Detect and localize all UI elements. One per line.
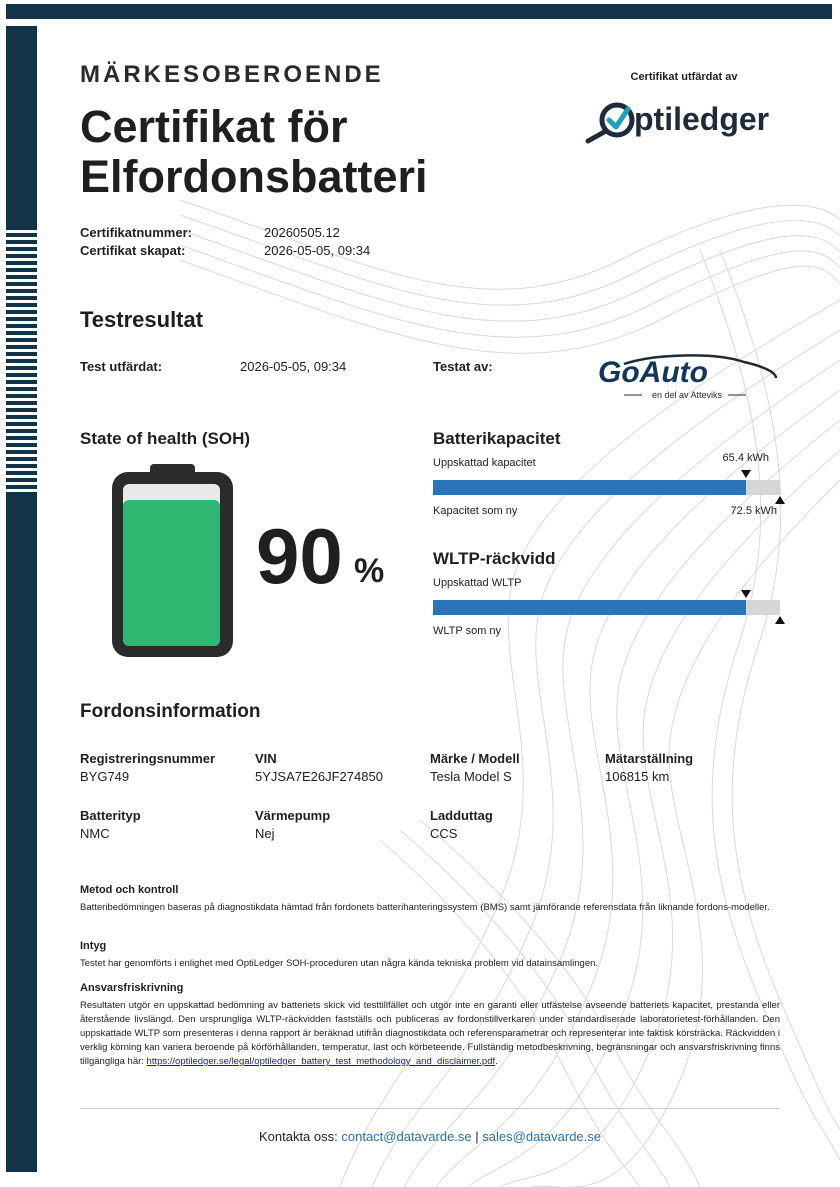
wltp-bar-fill [433, 600, 746, 615]
disclaimer-link[interactable]: https://optiledger.se/legal/optiledger_battery_test_methodology_and_disclaimer.pdf [146, 1056, 496, 1067]
method-heading: Metod och kontroll [80, 884, 179, 896]
capacity-estimated-value: 65.4 kWh [722, 452, 769, 464]
disclaimer-text [80, 999, 780, 1069]
soh-heading: State of health (SOH) [80, 429, 251, 448]
attestation-text: Testet har genomförts i enlighet med OptiLedger SOH-proceduren utan några kända tekniska problem vid datainsamlingen. [80, 958, 599, 969]
vehicle-field-value: Nej [255, 826, 275, 841]
vehicle-field-value: BYG749 [80, 769, 130, 784]
tested-by-label: Testat av: [433, 359, 493, 374]
contact-label: Kontakta oss: [258, 1129, 338, 1144]
capacity-new-marker [775, 496, 785, 504]
test-issued-label: Test utfärdat: [80, 359, 163, 374]
soh-value: 90 [256, 512, 343, 600]
capacity-bar-fill [433, 480, 746, 495]
page-title: Certifikat för Elfordonsbatteri [80, 101, 428, 202]
capacity-heading: Batterikapacitet [433, 429, 561, 448]
contact-separator: | [475, 1129, 479, 1144]
wltp-estimated-marker [741, 590, 751, 598]
vehicle-field-label: Mätarställning [605, 751, 694, 766]
wltp-heading: WLTP-räckvidd [433, 549, 556, 568]
capacity-estimated-marker [741, 470, 751, 478]
vehicle-field-value: CCS [430, 826, 458, 841]
disclaimer-end: . [495, 1056, 498, 1067]
vehicle-field-value: 5YJSA7E26JF274850 [255, 769, 383, 784]
wltp-estimated-label: Uppskattad WLTP [433, 577, 522, 589]
test-issued-value: 2026-05-05, 09:34 [240, 359, 347, 374]
certificate-number: 20260505.12 [264, 225, 340, 240]
sales-email-link[interactable]: sales@datavarde.se [482, 1129, 602, 1144]
eyebrow-label: MÄRKESOBEROENDE [80, 61, 384, 88]
vehicle-field-label: Batterityp [80, 808, 141, 823]
vehicle-field-label: Ladduttag [430, 808, 493, 823]
optiledger-logo [582, 96, 782, 146]
capacity-new-value: 72.5 kWh [730, 505, 777, 517]
contact-line [80, 1129, 780, 1144]
footer-divider [80, 1108, 780, 1109]
vehicle-field-value: NMC [80, 826, 110, 841]
vehicle-info-heading: Fordonsinformation [80, 701, 261, 722]
vehicle-field-label: Märke / Modell [430, 751, 520, 766]
certificate-created: 2026-05-05, 09:34 [264, 243, 371, 258]
vehicle-field-value: Tesla Model S [430, 769, 512, 784]
battery-level-fill [123, 500, 220, 646]
vehicle-field-label: Registreringsnummer [80, 751, 216, 766]
goauto-logo-subtext: en del av Atteviks [651, 390, 723, 400]
method-text: Batteribedömningen baseras på diagnostikdata hämtad från fordonets batterihanteringssystem (BMS) samt jämförande referensdata från liknande fordons-modeller. [80, 902, 770, 913]
vehicle-field-value: 106815 km [605, 769, 670, 784]
wltp-new-label: WLTP som ny [433, 625, 502, 637]
wltp-new-marker [775, 616, 785, 624]
vehicle-field-label: Värmepump [255, 808, 331, 823]
vehicle-field-label: VIN [255, 751, 277, 766]
certificate-number-label: Certifikatnummer: [80, 225, 192, 240]
disclaimer-body: Resultaten utgör en uppskattad bedömning av batteriets skick vid testtillfället och utgör inte en garanti eller utfästelse avseende batteriets kapacitet, prestanda eller återstående livslängd. Den ursprungliga WLTP-räckvidden fastställs och publiceras av fordonstillverkaren under standardiserade laboratorietest-förhållanden. Den uppskattade WLTP som presenteras i denna rapport är beräknad utifrån diagnostikdata och referensparametrar och representerar inte faktisk körsträcka. Räckvidden i verklig körning kan variera beroende på körförhållanden, temperatur, last och körbeteende. Fullständig metodbeskrivning, begränsningar och ansvarsfriskrivning finns tillgängliga här: [80, 1000, 780, 1067]
battery-icon [110, 464, 235, 659]
goauto-logo [594, 350, 780, 402]
capacity-estimated-label: Uppskattad kapacitet [433, 457, 536, 469]
goauto-logo-text: GoAuto [598, 356, 708, 389]
issuer-label: Certifikat utfärdat av [630, 71, 738, 83]
wltp-bar [433, 600, 780, 615]
attestation-heading: Intyg [80, 940, 107, 952]
certificate-created-label: Certifikat skapat: [80, 243, 186, 258]
contact-email-link[interactable]: contact@datavarde.se [341, 1129, 472, 1144]
test-results-heading: Testresultat [80, 307, 204, 332]
soh-unit: % [354, 552, 385, 590]
disclaimer-heading: Ansvarsfriskrivning [80, 982, 184, 994]
capacity-new-label: Kapacitet som ny [433, 505, 518, 517]
optiledger-logo-text: ptiledger [634, 101, 770, 137]
capacity-bar [433, 480, 780, 495]
